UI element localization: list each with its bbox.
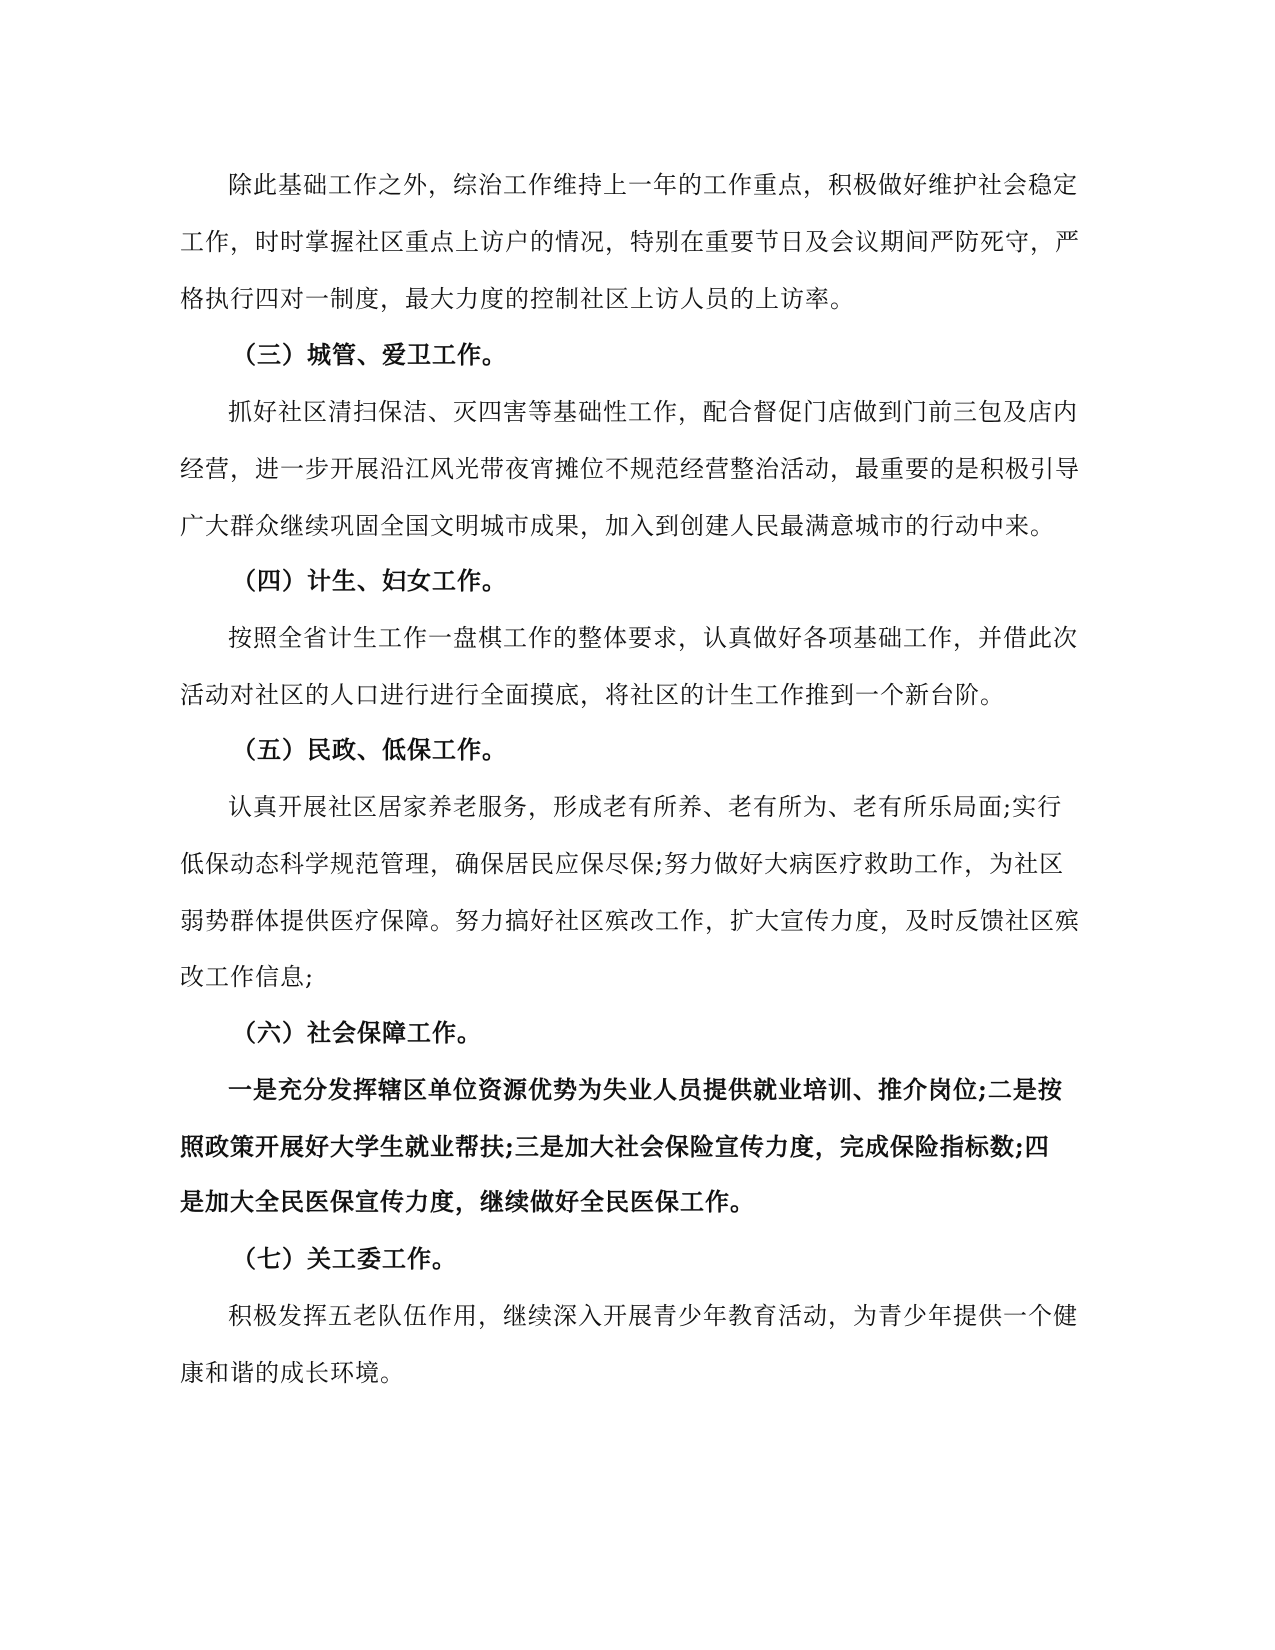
- paragraph-line: 一是充分发挥辖区单位资源优势为失业人员提供就业培训、推介岗位;二是按: [228, 1075, 1063, 1104]
- paragraph-line: 广大群众继续巩固全国文明城市成果，加入到创建人民最满意城市的行动中来。: [180, 512, 1055, 540]
- paragraph-line: 认真开展社区居家养老服务，形成老有所养、老有所为、老有所乐局面;实行: [228, 793, 1063, 821]
- paragraph-line: 是加大全民医保宣传力度，继续做好全民医保工作。: [180, 1187, 755, 1216]
- section-heading: （四）计生、妇女工作。: [232, 566, 507, 595]
- paragraph-line: 低保动态科学规范管理，确保居民应保尽保;努力做好大病医疗救助工作，为社区: [180, 850, 1065, 878]
- paragraph-line: 改工作信息;: [180, 963, 315, 991]
- paragraph-line: 活动对社区的人口进行进行全面摸底，将社区的计生工作推到一个新台阶。: [180, 681, 1005, 709]
- paragraph-line: 工作，时时掌握社区重点上访户的情况，特别在重要节日及会议期间严防死守，严: [180, 228, 1080, 256]
- paragraph-line: 康和谐的成长环境。: [180, 1359, 405, 1387]
- paragraph-line: 除此基础工作之外，综治工作维持上一年的工作重点，积极做好维护社会稳定: [228, 171, 1078, 199]
- paragraph-line: 弱势群体提供医疗保障。努力搞好社区殡改工作，扩大宣传力度，及时反馈社区殡: [180, 907, 1080, 935]
- paragraph-line: 照政策开展好大学生就业帮扶;三是加大社会保险宣传力度，完成保险指标数;四: [180, 1132, 1050, 1161]
- paragraph-line: 积极发挥五老队伍作用，继续深入开展青少年教育活动，为青少年提供一个健: [228, 1302, 1078, 1330]
- section-heading: （七）关工委工作。: [232, 1244, 457, 1273]
- paragraph-line: 抓好社区清扫保洁、灭四害等基础性工作，配合督促门店做到门前三包及店内: [228, 398, 1078, 426]
- section-heading: （五）民政、低保工作。: [232, 735, 507, 764]
- paragraph-line: 经营，进一步开展沿江风光带夜宵摊位不规范经营整治活动，最重要的是积极引导: [180, 455, 1080, 483]
- section-heading: （三）城管、爱卫工作。: [232, 340, 507, 369]
- paragraph-line: 按照全省计生工作一盘棋工作的整体要求，认真做好各项基础工作，并借此次: [228, 624, 1078, 652]
- paragraph-line: 格执行四对一制度，最大力度的控制社区上访人员的上访率。: [180, 285, 855, 313]
- section-heading: （六）社会保障工作。: [232, 1018, 482, 1047]
